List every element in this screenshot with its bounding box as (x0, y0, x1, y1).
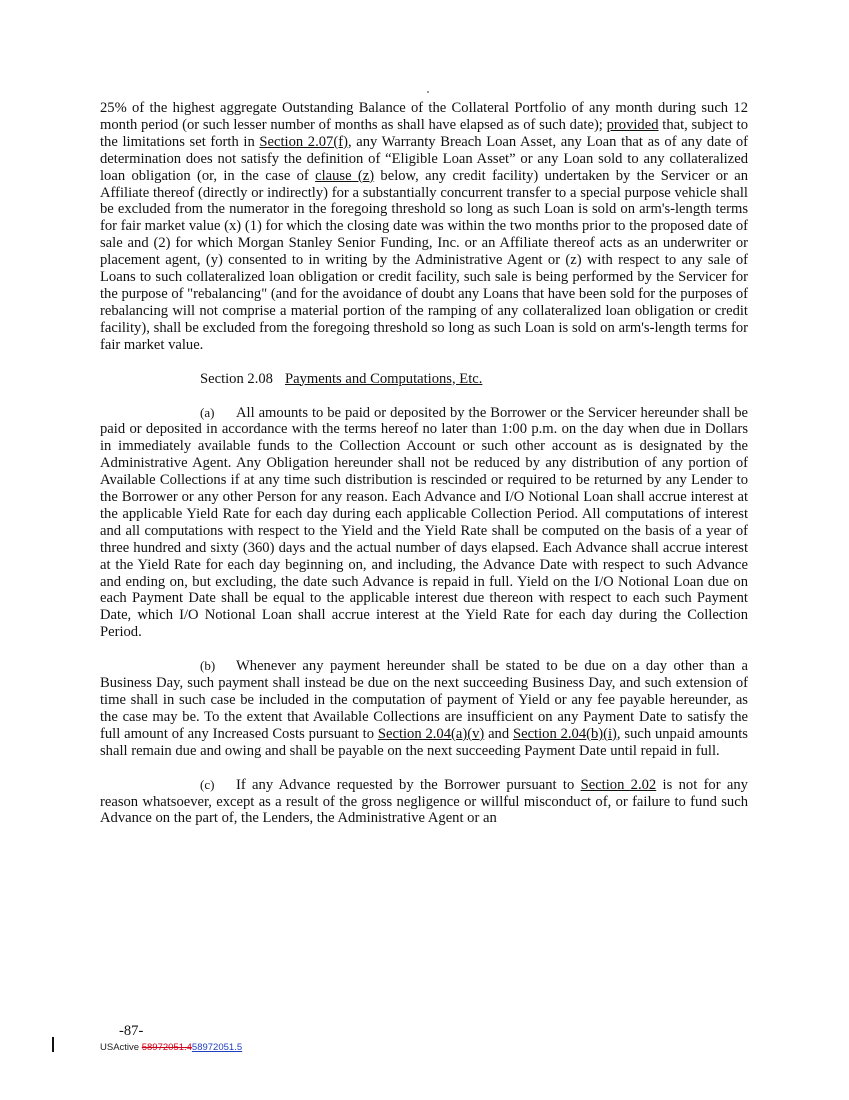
section-title: Payments and Computations, Etc. (284, 370, 483, 387)
clause-z-reference: clause (z) (315, 167, 375, 184)
paragraph-a-label: (a) (200, 404, 215, 420)
document-footer (100, 1040, 242, 1057)
section-heading (100, 371, 748, 388)
footer-prefix: USActive (100, 1042, 142, 1053)
paragraph-b-text-3: , such unpaid amounts shall remain due and owing and shall be payable on the next succeeding Payment Date until repaid in full. (100, 725, 748, 759)
paragraph-b-text-1: Whenever any payment hereunder shall be stated to be due on a day other than a Business Day, such payment shall instead be due on the next succeeding Business Day, and such extension of time shall in such case be included in the computation of payment of Yield or any fee payable hereunder, as the case may be. To the extent that Available Collections are insufficient on any Payment Date to satisfy the full amount of any Increased Costs pursuant to (100, 658, 748, 742)
section-2-04av-reference: Section 2.04(a)(v) (377, 725, 485, 742)
paragraph-a (100, 405, 748, 642)
paragraph-c-label: (c) (200, 776, 215, 792)
paragraph-a-text: All amounts to be paid or deposited by the Borrower or the Servicer hereunder shall be paid or deposited in accordance with the terms hereof no later than 1:00 p.m. on the day when due in Dollars in immediately available funds to the Collection Account or such other account as is designated by the Administrative Agent. Any Obligation hereunder shall not be reduced by any distribution of any portion of Available Collections if at any time such distribution is rescinded or required to be returned by any Lender to the Borrower or any other Person for any reason. Each Advance and I/O Notional Loan shall accrue interest at the applicable Yield Rate for each day during each applicable Collection Period. All computations of interest and all computations with respect to the Yield and the Yield Rate shall be computed on the basis of a year of three hundred and sixty (360) days and the actual number of days elapsed. Each Advance shall accrue interest at the Yield Rate for each day beginning on, and including, the Advance Date with respect to such Advance and ending on, but excluding, the date such Advance is repaid in full. Yield on the I/O Notional Loan due on each Payment Date shall be equal to the applicable interest due thereon with respect to each such Payment Date, which I/O Notional Loan shall accrue interest at the Yield Rate for each day during the Collection Period. (100, 404, 748, 641)
scan-speck (427, 91, 429, 93)
paragraph-b-text-2: and (484, 725, 513, 742)
page-number: -87- (119, 1023, 144, 1039)
intro-text-3: , any Warranty Breach Loan Asset, any Loan that as of any date of determination does not satisfy the definition of “Eligible Loan Asset” or any Loan sold to any collateralized loan obligation (or, in the case of (100, 133, 749, 184)
provided-term: provided (606, 116, 659, 133)
paragraph-c (100, 777, 748, 828)
paragraph-c-text-2: is not for any reason whatsoever, except as a result of the gross negligence or willful misconduct of, or failure to fund such Advance on the part of, the Lenders, the Administrative Agent or an (100, 776, 748, 827)
change-bar (52, 1037, 54, 1052)
section-2-04bi-reference: Section 2.04(b)(i) (512, 725, 617, 742)
section-2-07f-reference: Section 2.07(f) (259, 133, 348, 150)
footer-inserted-doc-id: 58972051.5 (191, 1042, 243, 1053)
paragraph-c-text-1: If any Advance requested by the Borrower pursuant to (236, 776, 581, 793)
footer-deleted-doc-id: 58972051.4 (141, 1042, 192, 1053)
intro-text-1: 25% of the highest aggregate Outstanding Balance of the Collateral Portfolio of any month during such 12 month period (or such lesser number of months as shall have elapsed as of such date); (100, 100, 748, 133)
intro-text-2: that, subject to the limitations set forth in (100, 116, 748, 150)
paragraph-b (100, 658, 748, 759)
intro-text-4: below, any credit facility) undertaken by the Servicer or an Affiliate thereof (directly or indirectly) for a substantially concurrent transfer to a special purpose vehicle shall be excluded from the numerator in the foregoing threshold so long as such Loan is sold on arm's-length terms for fair market value (x) (1) for which the closing date was within the two months prior to the proposed date of sale and (2) for which Morgan Stanley Senior Funding, Inc. or an Affiliate thereof acts as an underwriter or placement agent, (y) consented to in writing by the Administrative Agent or (z) with respect to any sale of Loans to such collateralized loan obligation or credit facility, such sale is being performed by the Servicer for the purpose of "rebalancing" (and for the avoidance of doubt any Loans that have been sold for the purposes of rebalancing will not comprise a material portion of the ramping of any collateralized loan obligation or credit facility), shall be excluded from the foregoing threshold so long as such Loan is sold on arm's-length terms for fair market value. (100, 167, 749, 353)
intro-paragraph (100, 100, 748, 354)
paragraph-b-label: (b) (200, 658, 216, 674)
section-number: Section 2.08 (200, 370, 273, 387)
body-text (100, 100, 748, 827)
section-2-02-reference: Section 2.02 (580, 776, 657, 793)
